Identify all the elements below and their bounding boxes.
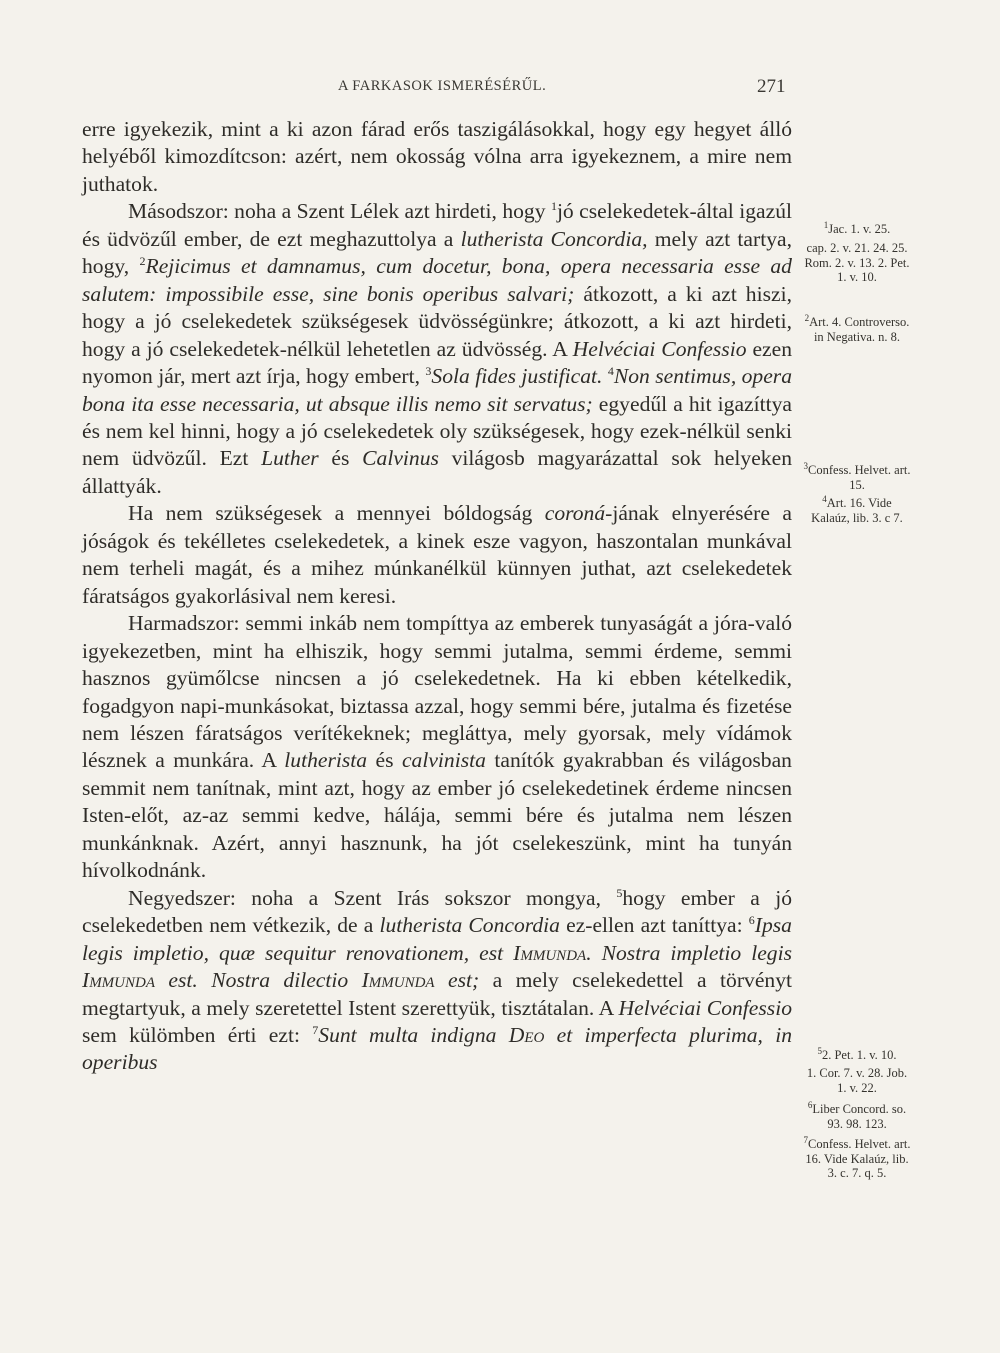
italic-run: Calvinus bbox=[362, 446, 439, 471]
italic-run: et imperfecta plurima, in operibus bbox=[82, 1022, 792, 1075]
main-text bbox=[82, 116, 792, 1077]
italic-run: Rejicimus et damnamus, cum docetur, bona, opera necessaria esse ad salutem: impossibile esse, sine bonis operibus salvari; bbox=[82, 254, 792, 306]
text-run: jó cselekedetek-által igazúl és üdvözűl ember, de ezt meghazuttolya a bbox=[82, 199, 792, 251]
italic-run: lutherista bbox=[284, 748, 368, 773]
footnote-marker: 6 bbox=[748, 912, 755, 927]
footnote-marker: 5 bbox=[616, 885, 623, 900]
margin-note-8 bbox=[802, 1099, 912, 1131]
italic-run: coroná bbox=[544, 501, 606, 526]
note-marker: 7 bbox=[803, 1134, 809, 1145]
italic-run: Helvéciai Confessio bbox=[572, 336, 747, 361]
note-marker: 3 bbox=[803, 460, 809, 471]
paragraph-2 bbox=[82, 198, 792, 500]
footnote-marker: 2 bbox=[139, 254, 146, 269]
paragraph-4 bbox=[82, 610, 792, 885]
text-run: Negyedszer: noha a Szent Irás sokszor mongya, bbox=[128, 885, 617, 910]
italic-run: lutherista Concordia bbox=[379, 913, 560, 938]
note-text: 1. Cor. 7. v. 28. Job. 1. v. 22. bbox=[806, 1066, 908, 1095]
italic-run: calvinista bbox=[401, 748, 486, 773]
note-marker: 1 bbox=[823, 219, 829, 230]
text-run: ez-ellen azt taníttya: bbox=[559, 913, 749, 938]
note-text: cap. 2. v. 21. 24. 25. Rom. 2. v. 13. 2. Pet. 1. v. 10. bbox=[804, 241, 910, 284]
italic-run: Sola fides justificat. bbox=[431, 364, 603, 389]
note-text: Confess. Helvet. art. 16. Vide Kalaúz, lib. 3. c. 7. q. 5. bbox=[805, 1137, 911, 1180]
paragraph-3 bbox=[82, 500, 792, 610]
italic-run: Sunt multa indigna bbox=[318, 1022, 509, 1047]
margin-note-6 bbox=[802, 1045, 912, 1063]
note-text: Art. 16. Vide Kalaúz, lib. 3. c 7. bbox=[811, 496, 903, 525]
text-run: Ha nem szükségesek a mennyei bóldogság bbox=[128, 501, 545, 526]
small-caps-run: Immunda bbox=[513, 940, 587, 965]
margin-note-4 bbox=[802, 460, 912, 492]
italic-run: . Nostra impletio legis bbox=[586, 940, 792, 965]
margin-note-9 bbox=[802, 1134, 912, 1181]
italic-run: est. Nostra dilectio bbox=[155, 968, 362, 993]
note-marker: 4 bbox=[822, 493, 827, 504]
text-run: tanítók gyakrabban és világosban semmit nem tanítnak, mint azt, hogy az ember jó cselekedetinek érdeme nincsen Isten-előt, az-az semmi kedve, hálája, semmi bére és jutalma nem lészen munkánknak. Azért, annyi hasznunk, ha jót cselekeszünk, mint ha tunyán hívolkodnánk. bbox=[82, 748, 792, 883]
margin-note-2 bbox=[802, 241, 912, 285]
italic-run: Ipsa legis impletio, quæ sequitur renovationem, est bbox=[82, 913, 792, 965]
italic-run: Helvéciai Confessio bbox=[618, 995, 792, 1020]
small-caps-run: Immunda bbox=[361, 968, 435, 993]
note-text: Art. 4. Controverso. in Negativa. n. 8. bbox=[809, 315, 910, 344]
italic-run: est; bbox=[434, 968, 480, 993]
text-run: Harmadszor: semmi inkáb nem tompíttya az emberek tunyaságát a jóra-való igyekezetben, mint ha elhiszik, hogy semmi jutalma, semmi érdeme, semmi hasznos gyümőlcse nincsen a jó cselekedetnek. Ha ki ebben kételkedik, fogadgyon napi-munkásokat, biztassa azzal, hogy semmi bére, jutalma és fizetése nem lészen fáratságos verítékeknek; megláttya, mely gyorsak, mely vídámok lésznek a munkára. A bbox=[82, 611, 792, 773]
running-head: A FARKASOK ISMERÉSÉRŰL. bbox=[338, 78, 547, 94]
note-marker: 2 bbox=[804, 312, 810, 323]
footnote-marker: 1 bbox=[550, 199, 557, 214]
note-marker: 5 bbox=[817, 1045, 822, 1056]
text-run: világosb magyarázattal sok helyeken állattyák. bbox=[82, 446, 792, 498]
note-text: 2. Pet. 1. v. 10. bbox=[821, 1048, 897, 1062]
text-run: és bbox=[367, 748, 402, 773]
note-text: Liber Concord. so. 93. 98. 123. bbox=[812, 1102, 907, 1131]
text-run: mely azt tartya, hogy, bbox=[82, 226, 792, 279]
italic-run: Luther bbox=[261, 446, 319, 471]
small-caps-run: Immunda bbox=[82, 968, 156, 993]
text-run: sem külömben érti ezt: bbox=[82, 1022, 313, 1047]
margin-note-3 bbox=[802, 312, 912, 344]
text-run: egyedűl a hit igazíttya és nem kel hinni, hogy a jó cselekedetek oly szükségesek, hogy ezek-nélkül senki nem üdvözűl. Ezt bbox=[82, 391, 792, 471]
note-marker: 6 bbox=[807, 1099, 813, 1110]
margin-note-7 bbox=[802, 1066, 912, 1095]
text-run: -jának elnyerésére a jóságok és tekélletes cselekedetek, a kinek esze vagyon, haszontalan munkával nem terheli magát, és a mihez múnkanélkül künnyen juthat, azt cselekedetek fáratságos gyakorlásival nem keresi. bbox=[82, 501, 792, 608]
italic-run: lutherista Concordia, bbox=[460, 226, 648, 251]
note-text: Jac. 1. v. 25. bbox=[828, 222, 891, 236]
footnote-marker: 3 bbox=[425, 363, 432, 378]
text-run: és bbox=[318, 446, 363, 471]
footnote-marker: 7 bbox=[312, 1022, 319, 1037]
paragraph-5 bbox=[82, 885, 792, 1077]
text-run: hogy ember a jó cselekedetben nem vétkezik, de a bbox=[82, 885, 792, 938]
margin-note-1 bbox=[802, 219, 912, 237]
page-header bbox=[0, 76, 1000, 102]
text-run: ezen nyomon jár, mert azt írja, hogy embert, bbox=[82, 336, 792, 389]
footnote-marker: 4 bbox=[607, 363, 614, 378]
margin-note-5 bbox=[802, 493, 912, 525]
small-caps-run: Deo bbox=[508, 1022, 545, 1047]
page-number: 271 bbox=[757, 76, 786, 97]
paragraph-1: erre igyekezik, mint a ki azon fárad erős taszigálásokkal, hogy egy hegyet álló helyéből kimozdítcson: azért, nem okosság vólna arra igyekeznem, a mire nem juthatok. bbox=[82, 117, 792, 196]
note-text: Confess. Helvet. art. 15. bbox=[808, 463, 911, 492]
italic-run: Non sentimus, opera bona ita esse necessaria, ut absque illis nemo sit servatus; bbox=[82, 364, 793, 416]
text-run: átkozott, a ki azt hiszi, hogy a jó cselekedetek szükségesek üdvösségünkre; átkozott, a ki azt hirdeti, hogy a jó cselekedetek-nélkül lehetetlen az üdvösség. A bbox=[82, 281, 792, 361]
text-run: a mely cselekedettel a törvényt megtartyuk, a mely szeretettel Istent szerettyük, tisztátalan. A bbox=[82, 968, 793, 1020]
text-run: Másodszor: noha a Szent Lélek azt hirdeti, hogy bbox=[128, 199, 551, 224]
